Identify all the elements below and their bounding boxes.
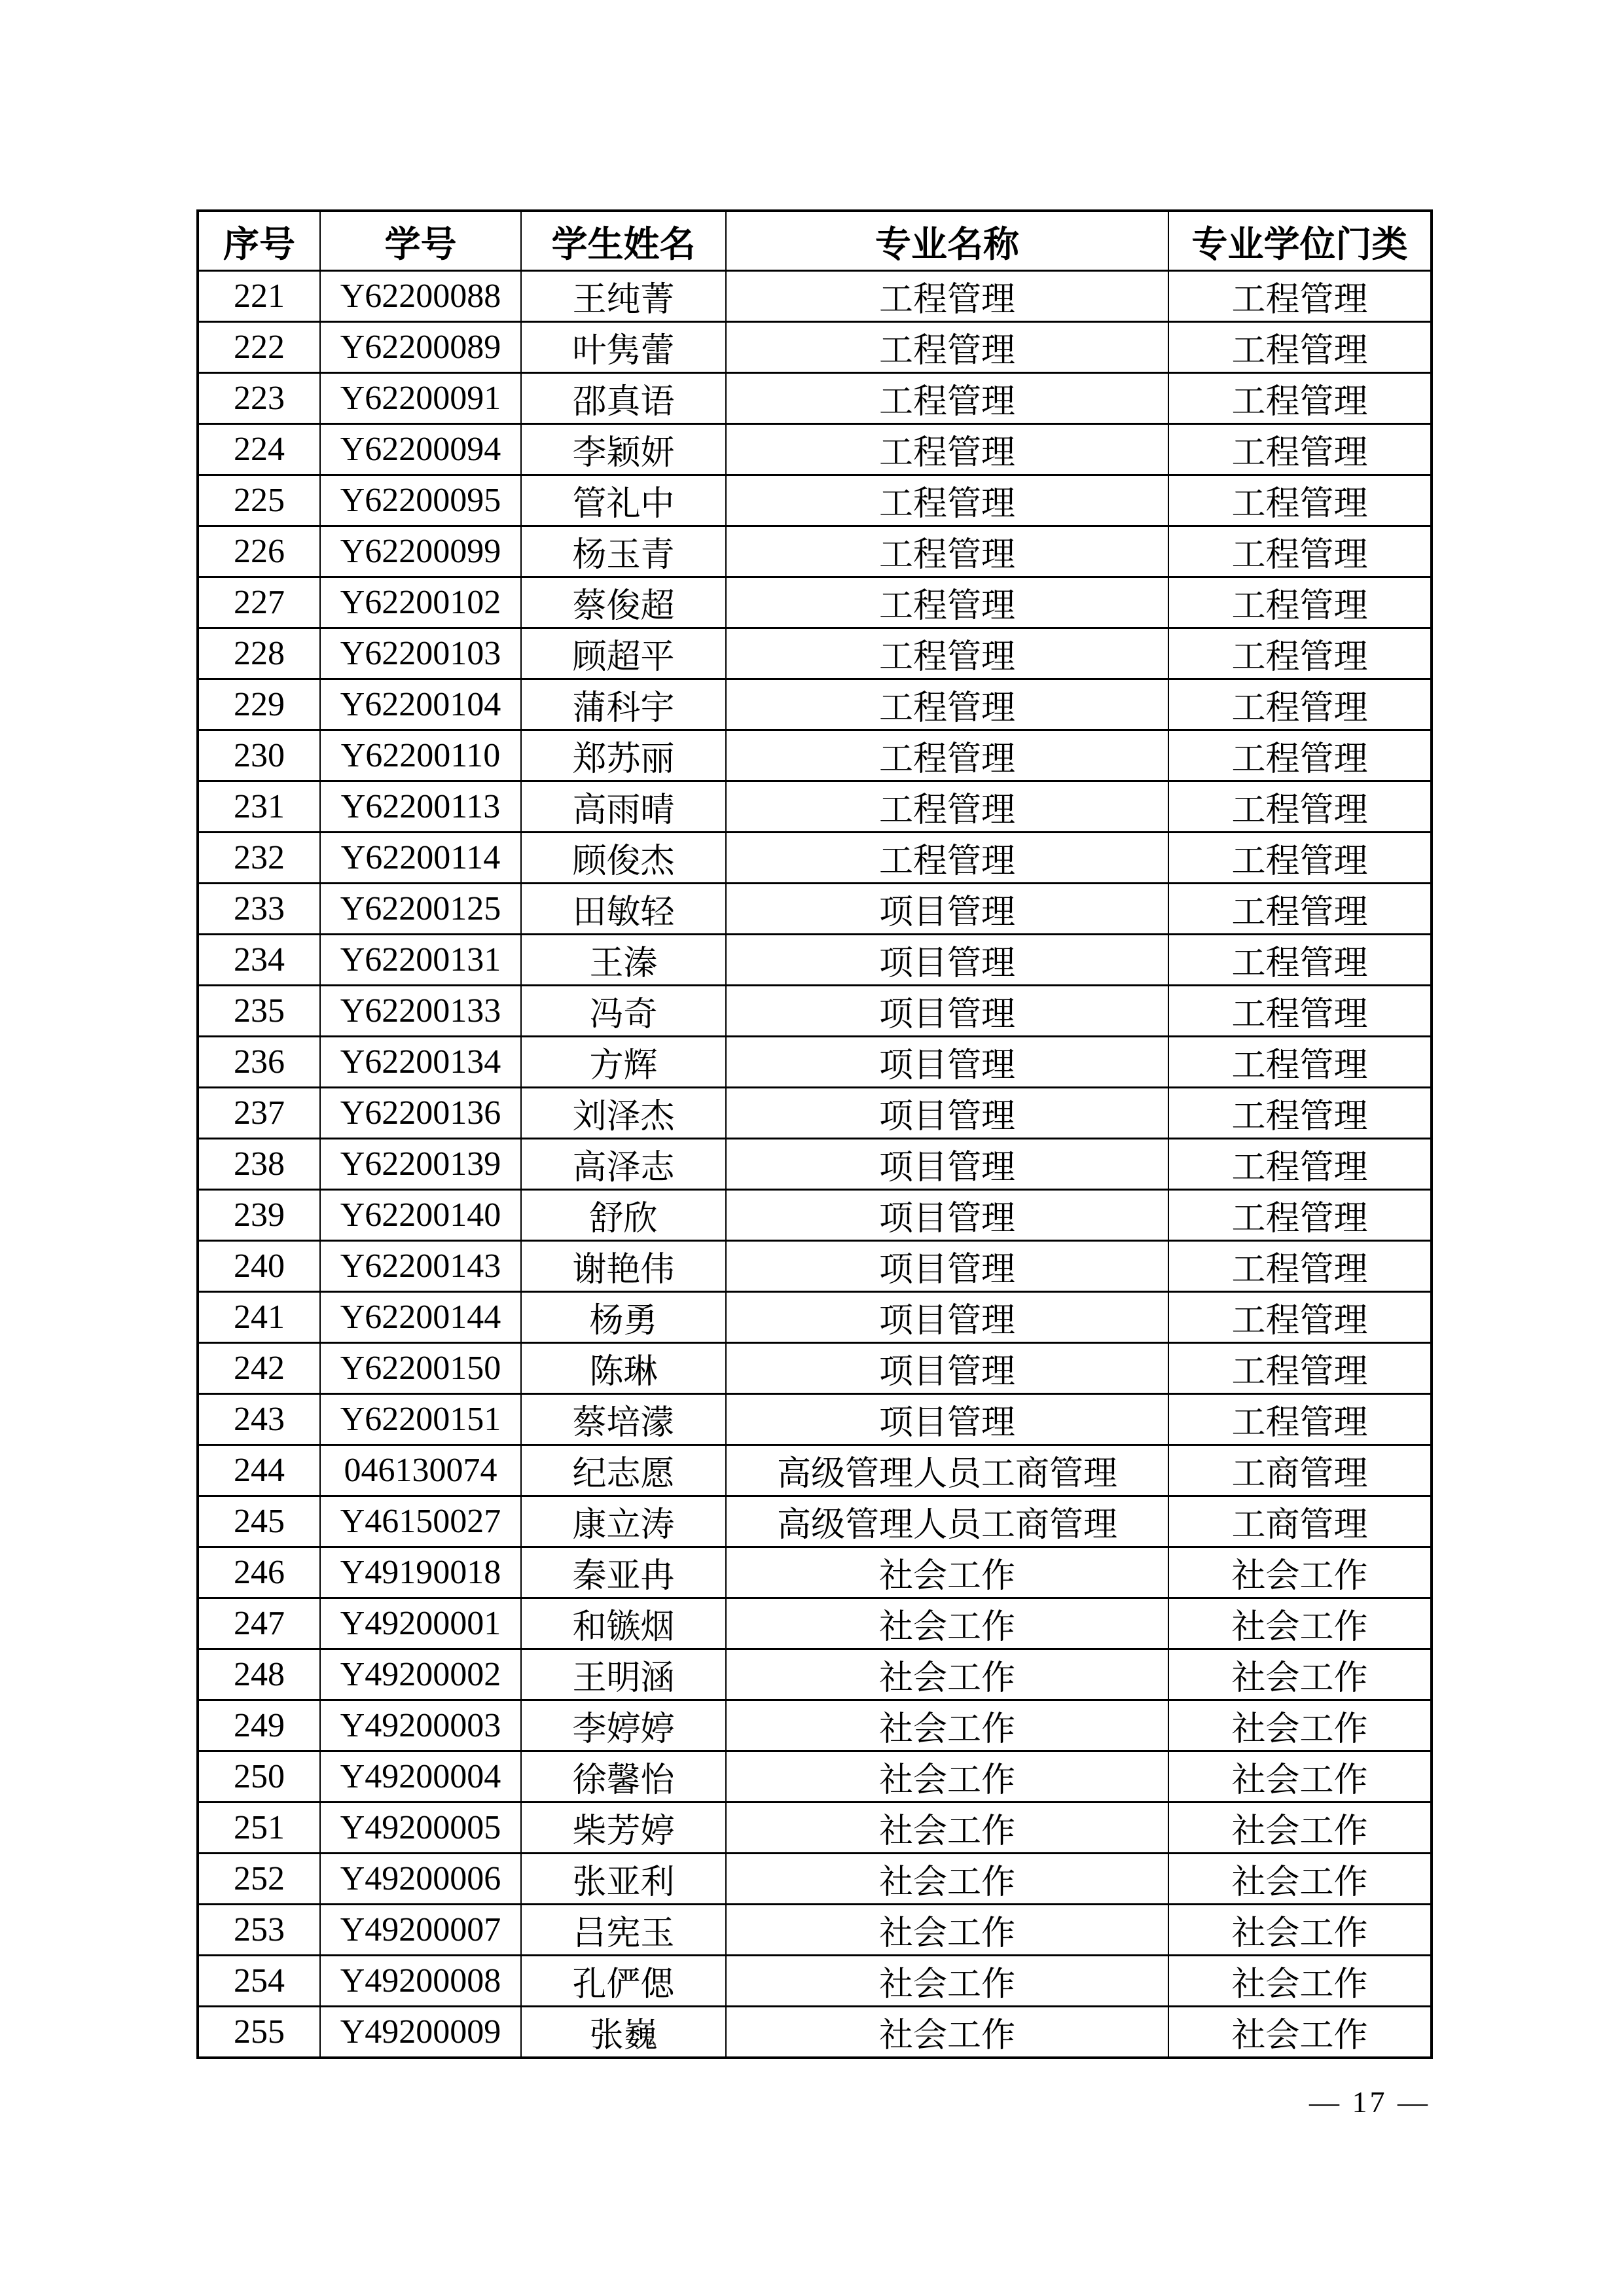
cell-student-id: Y62200139 [320,1139,521,1190]
cell-degree-category: 工程管理 [1168,475,1432,526]
cell-major-name: 社会工作 [726,1700,1168,1751]
table-row [198,1394,1432,1445]
cell-serial: 250 [198,1751,320,1803]
cell-student-name: 陈琳 [521,1343,726,1394]
cell-student-name: 张巍 [521,2007,726,2058]
table-row [198,1088,1432,1139]
cell-student-id: Y62200095 [320,475,521,526]
cell-student-id: Y49190018 [320,1547,521,1598]
cell-degree-category: 工程管理 [1168,322,1432,373]
cell-student-id: Y49200005 [320,1803,521,1854]
cell-student-id: Y62200151 [320,1394,521,1445]
cell-major-name: 高级管理人员工商管理 [726,1496,1168,1547]
cell-major-name: 社会工作 [726,1598,1168,1649]
cell-serial: 225 [198,475,320,526]
cell-major-name: 项目管理 [726,1241,1168,1292]
student-table [196,209,1433,2059]
cell-student-name: 和镞烟 [521,1598,726,1649]
cell-serial: 243 [198,1394,320,1445]
table-row [198,1598,1432,1649]
cell-degree-category: 工程管理 [1168,628,1432,679]
table-row [198,271,1432,322]
cell-serial: 239 [198,1190,320,1241]
table-row [198,986,1432,1037]
cell-serial: 238 [198,1139,320,1190]
cell-major-name: 工程管理 [726,577,1168,628]
cell-student-name: 方辉 [521,1037,726,1088]
cell-degree-category: 社会工作 [1168,1547,1432,1598]
cell-student-name: 顾俊杰 [521,833,726,884]
cell-student-name: 高泽志 [521,1139,726,1190]
cell-serial: 248 [198,1649,320,1700]
cell-student-id: Y62200094 [320,424,521,475]
cell-major-name: 工程管理 [726,730,1168,781]
cell-degree-category: 社会工作 [1168,1649,1432,1700]
table-row [198,1139,1432,1190]
table-row [198,730,1432,781]
column-header-student-id: 学号 [320,211,521,271]
cell-degree-category: 工商管理 [1168,1496,1432,1547]
table-row [198,1751,1432,1803]
cell-degree-category: 社会工作 [1168,1700,1432,1751]
table-row [198,1905,1432,1956]
table-row [198,1547,1432,1598]
cell-degree-category: 工程管理 [1168,1139,1432,1190]
cell-student-name: 吕宪玉 [521,1905,726,1956]
cell-student-id: Y62200134 [320,1037,521,1088]
cell-student-name: 蔡培濛 [521,1394,726,1445]
cell-student-id: Y49200004 [320,1751,521,1803]
cell-degree-category: 社会工作 [1168,1854,1432,1905]
cell-student-id: Y46150027 [320,1496,521,1547]
cell-student-name: 李婷婷 [521,1700,726,1751]
cell-student-id: Y62200114 [320,833,521,884]
cell-serial: 234 [198,935,320,986]
cell-major-name: 项目管理 [726,986,1168,1037]
table-row [198,884,1432,935]
cell-serial: 255 [198,2007,320,2058]
cell-serial: 237 [198,1088,320,1139]
table-row [198,1496,1432,1547]
cell-major-name: 项目管理 [726,1394,1168,1445]
cell-student-name: 秦亚冉 [521,1547,726,1598]
column-header-serial: 序号 [198,211,320,271]
cell-student-id: Y62200131 [320,935,521,986]
cell-student-id: Y62200102 [320,577,521,628]
cell-degree-category: 工程管理 [1168,1190,1432,1241]
cell-student-id: Y62200091 [320,373,521,424]
cell-serial: 245 [198,1496,320,1547]
cell-student-name: 王纯菁 [521,271,726,322]
cell-major-name: 社会工作 [726,2007,1168,2058]
page-number: — 17 — [1309,2085,1430,2119]
cell-major-name: 项目管理 [726,1037,1168,1088]
table-row [198,1445,1432,1496]
cell-major-name: 工程管理 [726,781,1168,833]
cell-student-id: Y62200104 [320,679,521,730]
cell-serial: 224 [198,424,320,475]
table-row [198,628,1432,679]
cell-degree-category: 工程管理 [1168,1343,1432,1394]
cell-student-name: 高雨晴 [521,781,726,833]
cell-major-name: 工程管理 [726,833,1168,884]
cell-student-id: Y62200133 [320,986,521,1037]
cell-student-id: Y49200008 [320,1956,521,2007]
cell-student-id: Y62200103 [320,628,521,679]
cell-serial: 251 [198,1803,320,1854]
cell-major-name: 项目管理 [726,1190,1168,1241]
cell-student-name: 康立涛 [521,1496,726,1547]
cell-degree-category: 工程管理 [1168,730,1432,781]
cell-degree-category: 工商管理 [1168,1445,1432,1496]
cell-serial: 221 [198,271,320,322]
cell-degree-category: 社会工作 [1168,1751,1432,1803]
cell-serial: 230 [198,730,320,781]
table-header-row [198,211,1432,271]
cell-student-name: 张亚利 [521,1854,726,1905]
cell-degree-category: 工程管理 [1168,1088,1432,1139]
table-row [198,1190,1432,1241]
cell-student-id: Y62200144 [320,1292,521,1343]
cell-major-name: 项目管理 [726,1088,1168,1139]
cell-major-name: 高级管理人员工商管理 [726,1445,1168,1496]
column-header-degree-category: 专业学位门类 [1168,211,1432,271]
cell-degree-category: 社会工作 [1168,2007,1432,2058]
cell-serial: 231 [198,781,320,833]
cell-student-name: 李颖妍 [521,424,726,475]
cell-major-name: 工程管理 [726,322,1168,373]
cell-major-name: 社会工作 [726,1803,1168,1854]
cell-student-name: 徐馨怡 [521,1751,726,1803]
cell-student-id: Y62200088 [320,271,521,322]
cell-major-name: 项目管理 [726,884,1168,935]
cell-degree-category: 工程管理 [1168,373,1432,424]
cell-serial: 229 [198,679,320,730]
cell-serial: 228 [198,628,320,679]
cell-degree-category: 社会工作 [1168,1905,1432,1956]
cell-major-name: 社会工作 [726,1649,1168,1700]
cell-serial: 241 [198,1292,320,1343]
cell-student-id: Y62200136 [320,1088,521,1139]
cell-student-name: 管礼中 [521,475,726,526]
cell-student-name: 郑苏丽 [521,730,726,781]
cell-major-name: 项目管理 [726,1292,1168,1343]
cell-serial: 223 [198,373,320,424]
column-header-name: 学生姓名 [521,211,726,271]
cell-major-name: 工程管理 [726,271,1168,322]
cell-serial: 226 [198,526,320,577]
cell-serial: 222 [198,322,320,373]
cell-degree-category: 工程管理 [1168,1037,1432,1088]
cell-serial: 244 [198,1445,320,1496]
cell-serial: 242 [198,1343,320,1394]
cell-degree-category: 工程管理 [1168,271,1432,322]
cell-student-id: Y62200089 [320,322,521,373]
cell-degree-category: 工程管理 [1168,1292,1432,1343]
cell-student-id: Y49200007 [320,1905,521,1956]
table-row [198,373,1432,424]
cell-serial: 249 [198,1700,320,1751]
cell-student-name: 邵真语 [521,373,726,424]
table-row [198,1803,1432,1854]
cell-major-name: 工程管理 [726,526,1168,577]
cell-serial: 254 [198,1956,320,2007]
table-row [198,322,1432,373]
cell-serial: 235 [198,986,320,1037]
table-row [198,1292,1432,1343]
table-row [198,1700,1432,1751]
cell-major-name: 社会工作 [726,1905,1168,1956]
cell-degree-category: 工程管理 [1168,935,1432,986]
cell-serial: 246 [198,1547,320,1598]
cell-student-name: 纪志愿 [521,1445,726,1496]
cell-student-name: 顾超平 [521,628,726,679]
cell-serial: 247 [198,1598,320,1649]
table-row [198,577,1432,628]
cell-student-id: Y62200110 [320,730,521,781]
cell-degree-category: 社会工作 [1168,1803,1432,1854]
table-row [198,424,1432,475]
cell-student-name: 刘泽杰 [521,1088,726,1139]
cell-student-id: 046130074 [320,1445,521,1496]
cell-degree-category: 工程管理 [1168,577,1432,628]
cell-student-id: Y49200006 [320,1854,521,1905]
cell-student-id: Y49200009 [320,2007,521,2058]
cell-student-name: 杨玉青 [521,526,726,577]
cell-student-name: 柴芳婷 [521,1803,726,1854]
table-row [198,2007,1432,2058]
cell-serial: 227 [198,577,320,628]
table-row [198,1241,1432,1292]
cell-student-name: 王溱 [521,935,726,986]
cell-major-name: 项目管理 [726,1343,1168,1394]
cell-student-name: 蒲科宇 [521,679,726,730]
cell-degree-category: 工程管理 [1168,679,1432,730]
cell-major-name: 工程管理 [726,373,1168,424]
cell-major-name: 工程管理 [726,424,1168,475]
cell-serial: 253 [198,1905,320,1956]
cell-degree-category: 工程管理 [1168,526,1432,577]
cell-student-name: 田敏轻 [521,884,726,935]
table-row [198,833,1432,884]
cell-degree-category: 工程管理 [1168,1394,1432,1445]
table-row [198,1649,1432,1700]
cell-major-name: 项目管理 [726,935,1168,986]
cell-major-name: 工程管理 [726,628,1168,679]
cell-degree-category: 工程管理 [1168,424,1432,475]
cell-major-name: 工程管理 [726,679,1168,730]
table-row [198,1037,1432,1088]
cell-student-id: Y62200099 [320,526,521,577]
cell-major-name: 社会工作 [726,1854,1168,1905]
cell-major-name: 社会工作 [726,1547,1168,1598]
cell-student-name: 谢艳伟 [521,1241,726,1292]
cell-student-id: Y62200150 [320,1343,521,1394]
cell-student-name: 杨勇 [521,1292,726,1343]
cell-degree-category: 社会工作 [1168,1598,1432,1649]
cell-degree-category: 工程管理 [1168,884,1432,935]
cell-student-id: Y62200143 [320,1241,521,1292]
cell-serial: 252 [198,1854,320,1905]
table-row [198,1343,1432,1394]
cell-student-name: 王明涵 [521,1649,726,1700]
cell-degree-category: 工程管理 [1168,781,1432,833]
cell-student-name: 蔡俊超 [521,577,726,628]
table-row [198,526,1432,577]
table-row [198,1854,1432,1905]
table-row [198,781,1432,833]
cell-major-name: 工程管理 [726,475,1168,526]
table-row [198,475,1432,526]
cell-student-id: Y49200003 [320,1700,521,1751]
cell-serial: 232 [198,833,320,884]
cell-degree-category: 社会工作 [1168,1956,1432,2007]
cell-student-name: 舒欣 [521,1190,726,1241]
cell-student-id: Y62200125 [320,884,521,935]
table-row [198,1956,1432,2007]
cell-student-id: Y49200001 [320,1598,521,1649]
cell-degree-category: 工程管理 [1168,1241,1432,1292]
table-row [198,935,1432,986]
cell-major-name: 社会工作 [726,1751,1168,1803]
cell-student-id: Y62200140 [320,1190,521,1241]
cell-student-id: Y49200002 [320,1649,521,1700]
cell-major-name: 社会工作 [726,1956,1168,2007]
cell-serial: 233 [198,884,320,935]
cell-degree-category: 工程管理 [1168,833,1432,884]
cell-serial: 236 [198,1037,320,1088]
cell-student-name: 叶隽蕾 [521,322,726,373]
cell-serial: 240 [198,1241,320,1292]
cell-student-id: Y62200113 [320,781,521,833]
cell-student-name: 冯奇 [521,986,726,1037]
table-body [198,271,1432,2058]
cell-student-name: 孔俨偲 [521,1956,726,2007]
cell-major-name: 项目管理 [726,1139,1168,1190]
cell-degree-category: 工程管理 [1168,986,1432,1037]
column-header-major: 专业名称 [726,211,1168,271]
table-row [198,679,1432,730]
